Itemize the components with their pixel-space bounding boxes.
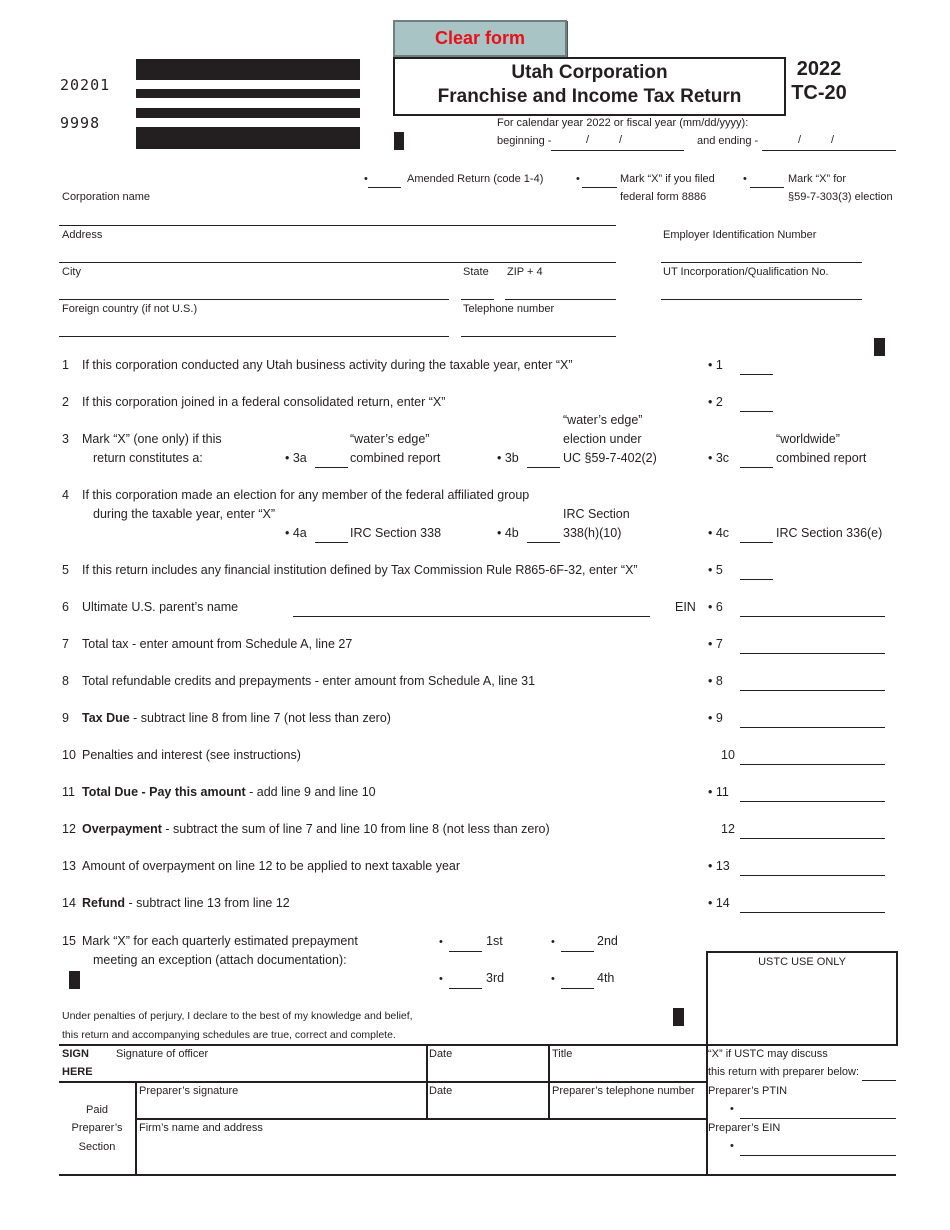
line-8-field[interactable]: [740, 690, 885, 691]
line-6-ein-label: EIN: [675, 600, 696, 614]
discuss-field[interactable]: [862, 1080, 896, 1081]
line-3a-desc: “water’s edge”: [350, 432, 430, 446]
line-number: 8: [62, 674, 69, 688]
line-15-text: meeting an exception (attach documentation):: [93, 953, 347, 967]
line-3-text: return constitutes a:: [93, 451, 203, 465]
foreign-country-label: Foreign country (if not U.S.): [62, 303, 198, 315]
state-field[interactable]: [461, 299, 494, 300]
telephone-field[interactable]: [461, 336, 616, 337]
calendar-year-text: For calendar year 2022 or fiscal year (mm/dd/yyyy):: [497, 117, 749, 129]
amended-return-field[interactable]: [368, 187, 401, 188]
line-7-label: • 7: [708, 637, 723, 651]
line-number: 3: [62, 432, 69, 446]
line-4a-label: • 4a: [285, 526, 307, 540]
line-number: 4: [62, 488, 69, 502]
form-code-1: 20201: [60, 76, 111, 94]
line-14-bold: Refund: [82, 896, 126, 910]
line-10-text: Penalties and interest (see instructions): [82, 748, 301, 762]
state-label: State: [463, 266, 489, 278]
ut-incorporation-label: UT Incorporation/Qualification No.: [663, 266, 829, 278]
line-3c-label: • 3c: [708, 451, 730, 465]
line-number: 13: [62, 859, 76, 873]
ending-date-field[interactable]: [762, 150, 896, 151]
line-2-text: If this corporation joined in a federal consolidated return, enter “X”: [82, 395, 446, 409]
line-7-field[interactable]: [740, 653, 885, 654]
preparer-date-field[interactable]: [429, 1100, 545, 1116]
line-1-field[interactable]: [740, 374, 773, 375]
line-7-text: Total tax - enter amount from Schedule A, line 27: [82, 637, 353, 651]
line-number: 10: [62, 748, 76, 762]
line-4c-label: • 4c: [708, 526, 730, 540]
firm-name-label: Firm’s name and address: [139, 1122, 263, 1134]
barcode-bar: [136, 127, 360, 149]
section-label: Section: [78, 1141, 116, 1153]
sign-label: SIGN: [62, 1048, 89, 1060]
preparers-label: Preparer’s: [71, 1122, 123, 1134]
beginning-label: beginning -: [497, 135, 552, 147]
line-9-field[interactable]: [740, 727, 885, 728]
paid-label: Paid: [85, 1104, 109, 1116]
line-8-label: • 8: [708, 674, 723, 688]
form-8886-label: Mark “X” if you filed: [620, 173, 715, 185]
line-11-field[interactable]: [740, 801, 885, 802]
form-bottom-rule: [59, 1174, 896, 1176]
line-4-text: If this corporation made an election for any member of the federal affiliated group: [82, 488, 530, 502]
line-2-label: • 2: [708, 395, 723, 409]
election-label: Mark “X” for: [788, 173, 847, 185]
form-title-box: [393, 57, 786, 116]
line-4a-desc: IRC Section 338: [350, 526, 442, 540]
corporation-name-field[interactable]: [59, 225, 616, 226]
line-3b-desc: election under: [563, 432, 642, 446]
form-title-line1: Utah Corporation: [511, 62, 668, 83]
line-number: 2: [62, 395, 69, 409]
line-13-label: • 13: [708, 859, 730, 873]
line-number: 1: [62, 358, 69, 372]
divider: [426, 1044, 428, 1119]
preparer-ptin-field[interactable]: [740, 1118, 896, 1119]
officer-signature-field[interactable]: [116, 1064, 422, 1080]
divider: [548, 1044, 550, 1119]
firm-name-field[interactable]: [139, 1138, 703, 1172]
registration-mark: [874, 338, 885, 356]
bullet: •: [730, 1103, 734, 1115]
line-number: 15: [62, 934, 76, 948]
line-14-rest: - subtract line 13 from line 12: [125, 896, 290, 910]
line-12-text: [82, 822, 550, 836]
line-6-text: Ultimate U.S. parent’s name: [82, 600, 239, 614]
line-3a-field[interactable]: [315, 467, 348, 468]
line-3-text: Mark “X” (one only) if this: [82, 432, 222, 446]
line-3b-desc: UC §59-7-402(2): [563, 451, 657, 465]
address-label: Address: [62, 229, 103, 241]
line-3b-label: • 3b: [497, 451, 519, 465]
election-field[interactable]: [750, 187, 784, 188]
barcode-bar: [136, 108, 360, 118]
line-11-rest: - add line 9 and line 10: [245, 785, 376, 799]
preparer-ptin-label: Preparer’s PTIN: [708, 1085, 788, 1097]
line-3b-field[interactable]: [527, 467, 560, 468]
line-12-rest: - subtract the sum of line 7 and line 10 from line 8 (not less than zero): [161, 822, 550, 836]
registration-mark: [673, 1008, 684, 1026]
ustc-use-only-box: [706, 951, 898, 1046]
line-12-field[interactable]: [740, 838, 885, 839]
line-12-bold: Overpayment: [82, 822, 162, 836]
line-4-text: during the taxable year, enter “X”: [93, 507, 276, 521]
quarter-4th-label: 4th: [597, 971, 615, 985]
line-14-field[interactable]: [740, 912, 885, 913]
discuss-label: this return with preparer below:: [708, 1066, 860, 1078]
preparer-phone-label: Preparer’s telephone number: [552, 1085, 695, 1097]
line-3c-desc: combined report: [776, 451, 867, 465]
officer-signature-label: Signature of officer: [116, 1048, 209, 1060]
election-label: §59-7-303(3) election: [788, 191, 893, 203]
line-8-text: Total refundable credits and prepayments - enter amount from Schedule A, line 31: [82, 674, 536, 688]
date-slash: /: [798, 134, 802, 146]
line-5-text: If this return includes any financial institution defined by Tax Commission Rule R865-6F-32, enter “X”: [82, 563, 638, 577]
ein-label: Employer Identification Number: [663, 229, 817, 241]
clear-form-button[interactable]: [393, 20, 567, 57]
line-4b-label: • 4b: [497, 526, 519, 540]
line-1-text: If this corporation conducted any Utah business activity during the taxable year, enter “X”: [82, 358, 573, 372]
line-9-label: • 9: [708, 711, 723, 725]
line-13-text: Amount of overpayment on line 12 to be applied to next taxable year: [82, 859, 461, 873]
bullet: •: [439, 973, 443, 985]
foreign-country-field[interactable]: [59, 336, 449, 337]
line-number: 7: [62, 637, 69, 651]
date-slash: /: [619, 134, 623, 146]
line-4a-field[interactable]: [315, 542, 348, 543]
line-12-label: 12: [721, 822, 735, 836]
preparer-phone-field[interactable]: [552, 1100, 703, 1116]
line-3b-desc: “water’s edge”: [563, 413, 643, 427]
preparer-signature-label: Preparer’s signature: [139, 1085, 239, 1097]
line-1-label: • 1: [708, 358, 723, 372]
bullet: •: [551, 973, 555, 985]
line-3c-desc: “worldwide”: [776, 432, 840, 446]
zip-label: ZIP + 4: [507, 266, 543, 278]
here-label: HERE: [62, 1066, 93, 1078]
tax-year: 2022: [796, 58, 842, 80]
barcode-bar: [136, 89, 360, 98]
telephone-label: Telephone number: [463, 303, 555, 315]
line-number: 5: [62, 563, 69, 577]
line-number: 11: [62, 785, 75, 799]
line-14-label: • 14: [708, 896, 730, 910]
form-code-2: 9998: [60, 114, 101, 132]
amended-return-label: Amended Return (code 1-4): [407, 173, 544, 185]
city-label: City: [62, 266, 81, 278]
parent-name-field[interactable]: [293, 616, 650, 617]
registration-mark: [394, 132, 404, 150]
bullet: •: [730, 1140, 734, 1152]
zip-field[interactable]: [505, 299, 616, 300]
line-11-bold: Total Due - Pay this amount: [82, 785, 246, 799]
ut-incorporation-field[interactable]: [661, 299, 862, 300]
perjury-statement: Under penalties of perjury, I declare to the best of my knowledge and belief,: [62, 1010, 413, 1022]
ending-label: and ending -: [697, 135, 759, 147]
divider: [706, 1044, 708, 1175]
line-number: 6: [62, 600, 69, 614]
line-10-field[interactable]: [740, 764, 885, 765]
form-8886-label: federal form 8886: [620, 191, 707, 203]
beginning-date-field[interactable]: [551, 150, 684, 151]
line-number: 9: [62, 711, 69, 725]
line-9-text: [82, 711, 391, 725]
line-5-label: • 5: [708, 563, 723, 577]
line-10-label: 10: [721, 748, 735, 762]
line-5-field[interactable]: [740, 579, 773, 580]
quarter-2nd-label: 2nd: [597, 934, 618, 948]
line-4c-desc: IRC Section 336(e): [776, 526, 883, 540]
quarter-3rd-label: 3rd: [486, 971, 505, 985]
sign-top-rule: [59, 1044, 896, 1046]
line-9-rest: - subtract line 8 from line 7 (not less than zero): [129, 711, 391, 725]
form-title-line2: Franchise and Income Tax Return: [437, 86, 742, 107]
perjury-statement: this return and accompanying schedules are true, correct and complete.: [62, 1029, 396, 1041]
preparer-date-label: Date: [429, 1085, 453, 1097]
preparer-signature-field[interactable]: [139, 1100, 423, 1116]
quarter-1st-field[interactable]: [449, 951, 482, 952]
ustc-use-only-label: USTC USE ONLY: [758, 956, 846, 968]
line-number: 12: [62, 822, 76, 836]
line-9-bold: Tax Due: [82, 711, 130, 725]
address-field[interactable]: [59, 262, 616, 263]
line-4b-field[interactable]: [527, 542, 560, 543]
date-slash: /: [586, 134, 590, 146]
line-2-field[interactable]: [740, 411, 773, 412]
bullet: •: [364, 173, 368, 185]
quarter-4th-field[interactable]: [561, 988, 594, 989]
quarter-1st-label: 1st: [486, 934, 503, 948]
city-field[interactable]: [59, 299, 449, 300]
discuss-label: “X” if USTC may discuss: [708, 1048, 828, 1060]
bullet: •: [743, 173, 747, 185]
line-3a-label: • 3a: [285, 451, 307, 465]
date-slash: /: [831, 134, 835, 146]
quarter-3rd-field[interactable]: [449, 988, 482, 989]
quarter-2nd-field[interactable]: [561, 951, 594, 952]
line-6-label: • 6: [708, 600, 723, 614]
line-4b-desc: 338(h)(10): [563, 526, 622, 540]
line-6-field[interactable]: [740, 616, 885, 617]
title-label: Title: [552, 1048, 573, 1060]
line-11-label: • 11: [708, 785, 729, 799]
clear-form-label: Clear form: [434, 28, 526, 48]
line-15-text: Mark “X” for each quarterly estimated prepayment: [82, 934, 358, 948]
form-number: TC-20: [791, 82, 847, 104]
ein-field[interactable]: [661, 262, 862, 263]
form-8886-field[interactable]: [582, 187, 617, 188]
title-field[interactable]: [552, 1064, 703, 1080]
line-14-text: [82, 896, 290, 910]
line-4b-desc: IRC Section: [563, 507, 630, 521]
line-3c-field[interactable]: [740, 467, 773, 468]
registration-mark: [69, 971, 80, 989]
barcode-bar: [136, 59, 360, 80]
line-3a-desc: combined report: [350, 451, 441, 465]
bullet: •: [576, 173, 580, 185]
preparer-ein-field[interactable]: [740, 1155, 896, 1156]
line-number: 14: [62, 896, 76, 910]
bullet: •: [551, 936, 555, 948]
line-11-text: [82, 785, 376, 799]
line-4c-field[interactable]: [740, 542, 773, 543]
preparer-mid-rule: [135, 1118, 706, 1120]
sign-bottom-rule: [59, 1081, 706, 1083]
preparer-ein-label: Preparer’s EIN: [708, 1122, 781, 1134]
sign-date-label: Date: [429, 1048, 453, 1060]
sign-date-field[interactable]: [429, 1064, 545, 1080]
line-13-field[interactable]: [740, 875, 885, 876]
bullet: •: [439, 936, 443, 948]
divider: [135, 1081, 137, 1175]
corporation-name-label: Corporation name: [62, 191, 151, 203]
